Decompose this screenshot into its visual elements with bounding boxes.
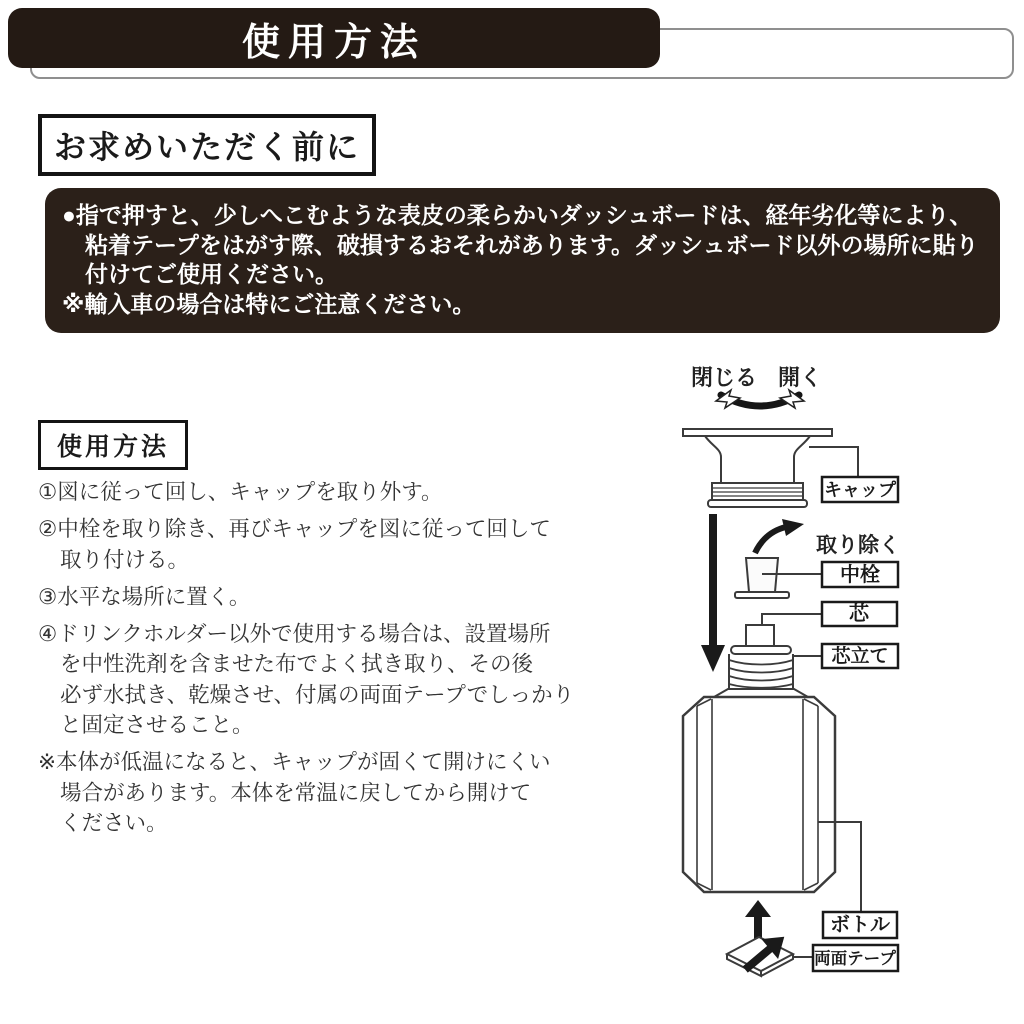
down-arrow-icon bbox=[701, 514, 725, 672]
up-arrow-icon bbox=[745, 900, 771, 939]
open-label: 開く bbox=[777, 365, 823, 390]
usage-heading: 使用方法 bbox=[38, 420, 188, 470]
bottle-label: ボトル bbox=[830, 914, 890, 936]
usage-step-3: ③水平な場所に置く。 bbox=[38, 584, 251, 609]
warning-line: ●指で押すと、少しへこむような表皮の柔らかいダッシュボードは、経年劣化等により、 bbox=[62, 202, 973, 228]
remove-arrow-head-icon bbox=[782, 519, 804, 536]
cap-label: キャップ bbox=[824, 480, 896, 500]
wick-stand-drawing bbox=[729, 646, 793, 688]
usage-step-4: ④ドリンクホルダー以外で使用する場合は、設置場所 を中性洗剤を含ませた布でよく拭き取り、その後 必ず水拭き、乾燥させ、付属の両面テープでしっかり と固定させること。 bbox=[38, 621, 575, 737]
warning-line: 付けてご使用ください。 bbox=[85, 261, 338, 287]
wick-stand-label: 芯立て bbox=[831, 646, 889, 667]
page-title: 使用方法 bbox=[8, 8, 660, 68]
wick-label: 芯 bbox=[849, 603, 869, 625]
usage-step-2: ②中栓を取り除き、再びキャップを図に従って回して 取り付ける。 bbox=[38, 517, 551, 572]
remove-arrow-icon bbox=[755, 527, 786, 553]
wick-drawing bbox=[746, 625, 774, 648]
warning-line: 粘着テープをはがす際、破損するおそれがあります。ダッシュボード以外の場所に貼り bbox=[85, 231, 979, 258]
usage-note: ※本体が低温になると、キャップが固くて開けにくい 場合があります。本体を常温に戻してから開けて ください。 bbox=[38, 750, 551, 835]
before-purchase-heading: お求めいただく前に bbox=[38, 114, 376, 176]
usage-step-1: ①図に従って回し、キャップを取り外す。 bbox=[38, 480, 443, 504]
inner-plug-drawing bbox=[735, 558, 789, 598]
tape-label: 両面テープ bbox=[814, 950, 896, 968]
warning-line: ※輸入車の場合は特にご注意ください。 bbox=[62, 290, 476, 317]
cap-callout-line bbox=[809, 447, 858, 477]
inner-plug-label: 中栓 bbox=[840, 564, 880, 586]
close-label: 閉じる bbox=[690, 365, 758, 390]
bottle-drawing bbox=[683, 689, 835, 892]
usage-steps bbox=[38, 477, 598, 845]
warning-box bbox=[45, 188, 1000, 333]
assembly-diagram bbox=[655, 355, 1024, 1020]
cap-drawing bbox=[683, 429, 832, 507]
remove-label: 取り除く bbox=[816, 534, 900, 557]
